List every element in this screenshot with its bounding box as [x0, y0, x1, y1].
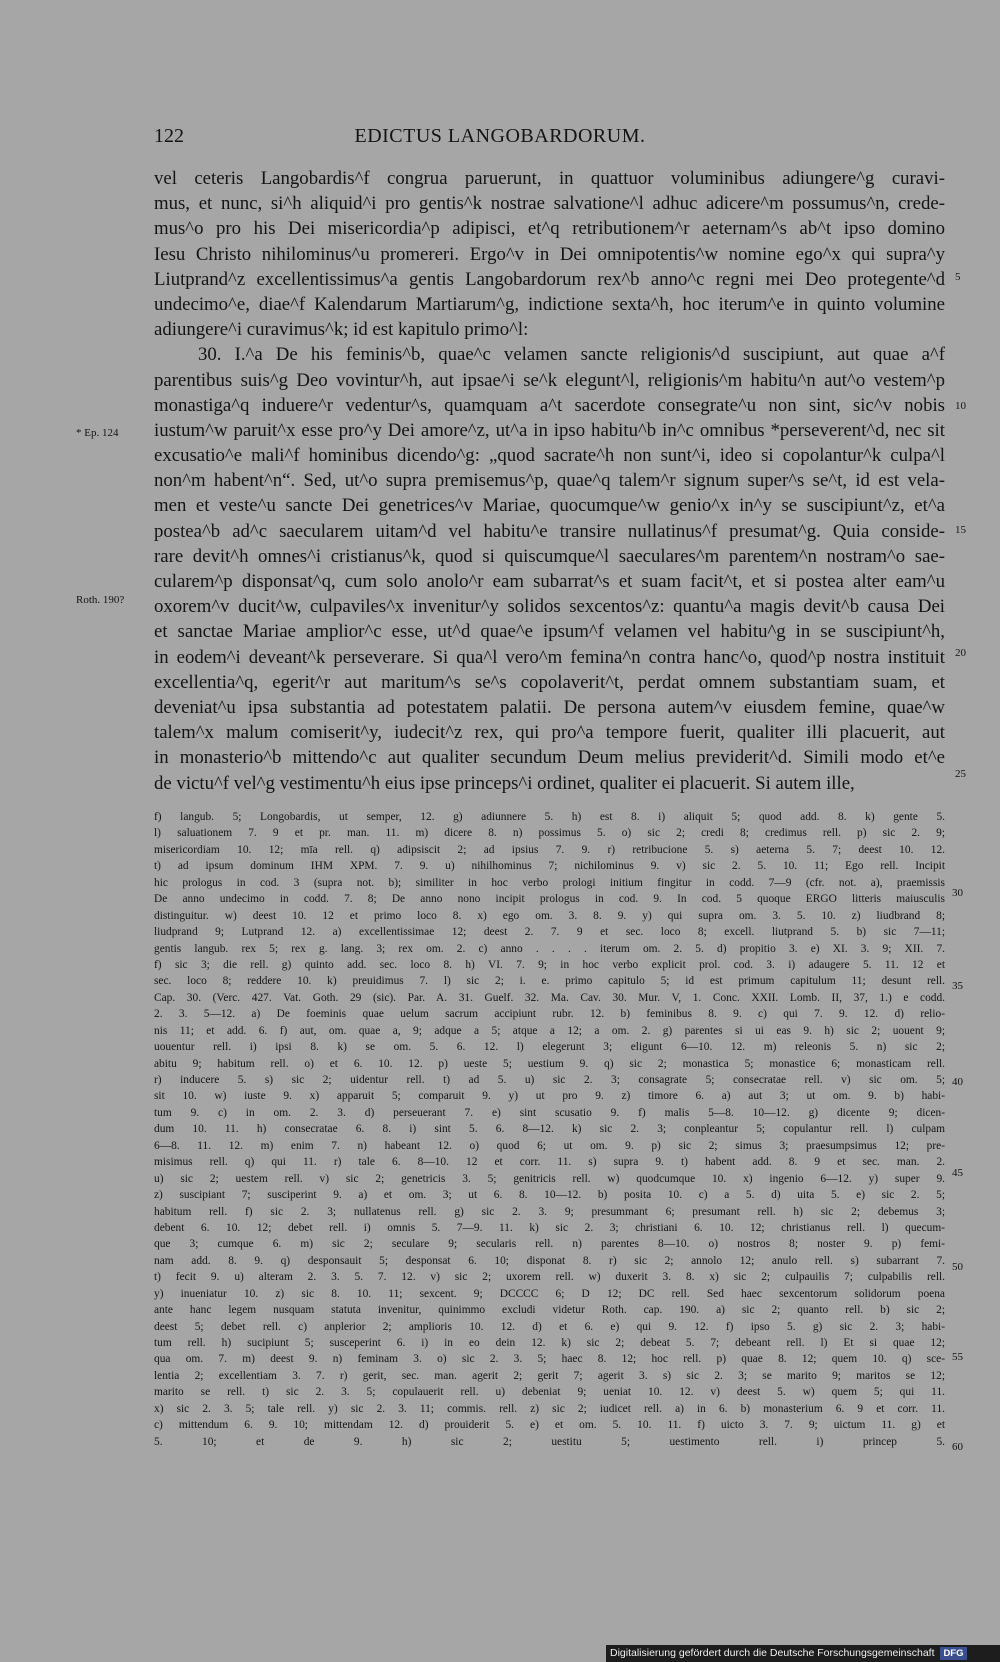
text-line: iustum^w paruit^x esse pro^y Dei amore^z, ut^a in ipso habitu^b in^c omnibus *perseverent^d, nec sit: [154, 419, 945, 441]
page-number: 122: [154, 125, 184, 147]
text-line: postea^b ad^c saecularem uitam^d vel habitu^e transire nullatinus^f presumat^g. Quia conside-: [154, 520, 945, 542]
footnote-line: tum rell. h) sucipiunt 5; susceperint 6. i) in eo dein 12. k) sic 2; debeat 5. 7; debeant rell. l) Et si quae 12;: [154, 1337, 945, 1349]
text-line: talem^x malum comiserit^y, iudecit^z rex, qui pro^a tempore fuerit, qualiter illi placuerit, aut: [154, 722, 945, 744]
line-number: 15: [955, 524, 966, 536]
text-line: vel ceteris Langobardis^f congrua paruerunt, in quattuor voluminibus adiungere^g curavi-: [154, 168, 945, 189]
chapter-heading-line: 30. I.^a De his feminis^b, quae^c velamen sancte religionis^d suscipiunt, aut quae a^f: [198, 344, 945, 366]
footnote-line: t) fecit 9. u) alteram 2. 3. 5. 7. 12. v) sic 2; uxorem rell. w) duxerit 3. 8. x) sic 2; culpauilis 7; culpabilis rell.: [154, 1271, 945, 1284]
line-number: 25: [955, 768, 966, 780]
text-line: Liutprand^z excellentissimus^a gentis Langobardorum rex^b anno^c regni mei Deo protegente^d: [154, 268, 945, 290]
text-line: excellentia^q, egerit^r aut maritum^s se^s copolaverit^t, perdat omnem substantiam suam, et: [154, 671, 945, 693]
footnotes: [154, 809, 945, 1499]
footnote-line: x) sic 2. 3. 5; tale rell. y) sic 2. 3. 11; commis. rell. z) sic 2; iudicet rell. a) in 6. b) monasterium 6. 9 et corr. 11.: [154, 1402, 945, 1415]
line-number: 10: [955, 400, 966, 412]
footer-text: Digitalisierung gefördert durch die Deutsche Forschungsgemeinschaft: [610, 1647, 935, 1659]
footnote-line: misimus rell. q) qui 11. r) tale 6. 8—10. 12 et corr. 11. s) supra 9. t) habent add. 8. 9 et sec. man. 2.: [154, 1156, 945, 1169]
footnote-line: 6—8. 11. 12. m) enim 7. n) habeant 12. o) quod 6; ut om. 9. p) sic 2; simus 3; praesumpsimus 12; pre-: [154, 1139, 945, 1152]
footnote-line: deest 5; debet rell. c) anplerior 2; amplioris 10. 12. d) et 6. e) qui 9. 12. f) ipso 5. g) sic 2. 3; habi-: [154, 1320, 945, 1333]
text-line: oxorem^v ducit^w, culpaviles^x invenitur^y solidos sexcentos^z: quantu^a magis devit^b causa Dei: [154, 596, 945, 618]
footnote-line: sit 10. w) iuste 9. x) apparuit 5; comparuit 9. y) ut pro 9. z) timore 6. a) aut 3; ut om. 9. b) habi-: [154, 1090, 945, 1103]
dfg-logo: DFG: [940, 1647, 966, 1660]
footnote-line: uouentur rell. i) ipsi 8. k) se om. 5. 6. 12. l) elegerunt 3; eligunt 6—10. 12. m) releonis 5. n) sic 2;: [154, 1041, 945, 1054]
line-number: 20: [955, 647, 966, 659]
text-line: mus, et nunc, si^h aliquid^i pro gentis^k nostrae salvatione^l adhuc adicere^m possumus^n, crede-: [154, 193, 945, 215]
footnote-line: 2. 3. 5—12. a) De foeminis quae uelum sacrum accipiunt rubr. 12. b) feminibus 8. 9. c) qui 7. 9. 12. d) relio-: [154, 1008, 945, 1021]
footnote-line: c) mittendum 6. 9. 10; mittendam 12. d) prouiderit 5. e) et om. 5. 10. 11. f) uicto 3. 7. 9; uictum 11. g) et: [154, 1419, 945, 1432]
text-line: mus^o pro his Dei misericordia^p adipisci, et^q retributionem^r aeternam^s ab^t ipso domino: [154, 218, 945, 240]
footnote-line: liudprand 9; Lutprand 12. a) excellentissimae 12; deest 2. 7. 9 et sec. loco 8; excell. liutprand 5. b) sic 7—11;: [154, 926, 945, 939]
digitization-footer: [606, 1645, 1000, 1662]
text-line: et sanctae Mariae amplior^c esse, ut^d quae^e ipsum^f velamen vel habitu^g in se suscipiunt^h,: [154, 621, 945, 643]
footnote-line: abitu 9; habitum rell. o) et 6. 10. 12. p) ueste 5; uestium 9. q) sic 2; monastica 5; monastice 6; monasticam rell.: [154, 1057, 945, 1070]
footnote-line: Cap. 30. (Verc. 427. Vat. Goth. 29 (sic). Par. A. 31. Guelf. 32. Ma. Cav. 30. Mur. V, 1. Conc. XXII. Lomb. II, 37, 1.) e codd.: [154, 991, 945, 1004]
footnote-line-number: 55: [952, 1351, 963, 1363]
footnote-line: nam add. 8. 9. q) desponsauit 5; desponsat 6. 10; disponat 8. r) sic 2; annolo 12; anulo rell. s) subarrant 7.: [154, 1254, 945, 1267]
footnote-line-number: 40: [952, 1076, 963, 1088]
text-line: Iesu Christo nihilominus^u promereri. Ergo^v in Dei omnipotentis^w nomine ego^x qui supra^y: [154, 243, 945, 265]
footnote-line: [154, 1467, 945, 1483]
text-line: deveniat^u ipsa substantia ad potestatem palatii. De persona autem^v eiusdem femine, quae^w: [154, 696, 945, 718]
line-number: 5: [955, 271, 961, 283]
text-line: in eodem^i deveant^k perseverare. Si qua^l vero^m femina^n contra hanc^o, quod^p nostra instituit: [154, 646, 945, 668]
margin-note: * Ep. 124: [76, 427, 119, 439]
footnote-line-number: 30: [952, 887, 963, 899]
footnote-line: t) ad ipsum dominum IHM XPM. 7. 9. u) nihilhominus 7; nichilominus 9. v) sic 2. 5. 10. 11; Ego rell. Incipit: [154, 860, 945, 873]
margin-note: Roth. 190?: [76, 594, 125, 606]
main-text: [154, 166, 945, 796]
text-line: non^m habent^n“. Sed, ut^o supra premisemus^p, quae^q talem^r signum super^s se^t, id est vela-: [154, 470, 945, 492]
footnote-line-number: 50: [952, 1261, 963, 1273]
footnote-line: gentis langub. rex 5; rex g. lang. 3; rex om. 2. c) anno . . . . iterum om. 2. 5. d) propitio 3. e) XI. 3. 9; XII. 7.: [154, 942, 945, 955]
footnote-line: y) inueniatur 10. z) sic 8. 10. 11; sexcent. 9; DCCCC 6; D 12; DC rell. Sed haec sexcentorum solidorum poena: [154, 1287, 945, 1300]
footnote-line-number: 45: [952, 1167, 963, 1179]
footnote-line: marito se rell. t) sic 2. 3. 5; copulauerit rell. u) debeniat 9; ueniat 10. 12. v) deest 5. w) quem 5; qui 11.: [154, 1386, 945, 1399]
footnote-line: lentia 2; excellentiam 3. 7. r) gerit, sec. man. agerit 2; gerit 7; agerit 3. s) sic 2. 3; se marito 9; maritos se 12;: [154, 1369, 945, 1382]
text-line: rare devit^h omnes^i cristianus^k, quod si quiscumque^l saeculares^m parentem^n nostram^o sae-: [154, 545, 945, 567]
footnote-line: sec. loco 8; reddere 10. k) preuidimus 7. l) sic 2; i. e. primo capitulo 5; id est primum capitulum 11; desunt rell.: [154, 975, 945, 988]
text-line: monastiga^q induere^r vedentur^s, quamquam a^t sacerdote consegrate^u non sint, sic^v nobis: [154, 394, 945, 416]
footnote-line-number: 35: [952, 980, 963, 992]
footnote-line: z) suscipiant 7; susciperint 9. a) et om. 3; ut 6. 8. 10—12. b) posita 10. c) a 5. d) uita 5. e) sic 2. 5;: [154, 1189, 945, 1202]
text-line: men et veste^u sancte Dei genetrices^v Mariae, quocumque^w genio^x in^y se suscipiunt^z, et^a: [154, 495, 945, 517]
text-line: parentibus suis^g Deo vovintur^h, aut ipsae^i se^k elegunt^l, religionis^m habitu^n aut^o vestem^p: [154, 369, 945, 391]
footnote-line: f) sic 3; die rell. g) quinto add. sec. loco 8. h) VI. 7. 9; in hoc verbo explicit prol. cod. 3. i) adaugere 5. 11. 12 et: [154, 958, 945, 971]
footnote-line: l) saluationem 7. 9 et pr. man. 11. m) dicere 8. n) possimus 5. o) sic 2; credi 8; credimus rell. p) sic 2. 9;: [154, 827, 945, 840]
footnote-line: misericordiam 10. 12; mīa rell. q) adipsiscit 2; ad ipsius 7. 9. r) retribucione 5. s) aeterna 5. 7; deest 10. 12.: [154, 843, 945, 856]
footnote-line: tum 9. c) in om. 2. 3. d) perseuerant 7. e) sint scusatio 9. f) malis 5—8. 10—12. g) dicente 9; dicen-: [154, 1106, 945, 1119]
footnote-line: r) inducere 5. s) sic 2; uidentur rell. t) ad 5. u) sic 2. 3; consagrate 5; consecratae rell. v) sic om. 5;: [154, 1074, 945, 1086]
footnote-line: dum 10. 11. h) consecratae 6. 8. i) sint 5. 6. 8—12. k) sic 2. 3; conpleantur 5; copulantur rell. l) culpam: [154, 1123, 945, 1136]
running-head: [0, 125, 1000, 155]
footnote-line-number: 60: [952, 1441, 963, 1453]
text-line: adiungere^i curavimus^k; id est kapitulo primo^l:: [154, 319, 529, 341]
footnote-line: qua om. 7. m) deest 9. n) feminam 3. o) sic 2. 3. 5; haec 8. 12; hoc rell. p) quae 8. 12; quem 10. q) sce-: [154, 1353, 945, 1366]
footnote-line: hic prologus in cod. 3 (supra not. b); similiter in hoc verbo prologi initium fingitur in codd. 7—9 (cfr. not. a), praemissis: [154, 876, 945, 889]
text-line: undecimo^e, diae^f Kalendarum Martiarum^g, indictione sexta^h, hoc iterum^e in quinto volumine: [154, 293, 945, 315]
footnote-line: debent 6. 10. 12; debet rell. i) omnis 5. 7—9. 11. k) sic 2. 3; christiani 6. 10. 12; christianus rell. l) quecum-: [154, 1221, 945, 1234]
footnote-line: [154, 1450, 945, 1466]
footnote-line: ante hanc legem nusquam statuta invenitur, quinimmo excludi videtur Roth. cap. 190. a) sic 2; quanto rell. b) sic 2;: [154, 1304, 945, 1317]
footnote-line: [154, 1483, 945, 1499]
text-line: in monasterio^b mittendo^c aut qualiter secundum Deum melius previderit^d. Simili modo et^e: [154, 747, 945, 769]
running-title: EDICTUS LANGOBARDORUM.: [354, 125, 646, 147]
text-line: excusatio^e mali^f hominibus dicendo^g: „quod sacrate^h non sunt^i, ideo si copolantur^k culpa^l: [154, 445, 945, 467]
footnote-line: 5. 10; et de 9. h) sic 2; uestitu 5; uestimento rell. i) princep 5.: [154, 1435, 945, 1448]
footnote-line: De anno undecimo in codd. 7. 8; De anno nono incipit prologus in cod. 9. In cod. 5 quoque ERGO litteris maiusculis: [154, 893, 945, 906]
text-line: de victu^f vel^g vestimentu^h eius ipse princeps^i ordinet, qualiter ei placuerit. Si autem ille,: [154, 772, 855, 794]
footnote-line: que 3; cumque 6. m) sic 2; seculare 9; secularis rell. n) parentes 8—10. o) nostros 8; noster 9. p) femi-: [154, 1238, 945, 1251]
footnote-line: f) langub. 5; Longobardis, ut semper, 12. g) adiunnere 5. h) est 8. i) aliquit 5; quod add. 8. k) gente 5.: [154, 811, 945, 823]
footnote-line: u) sic 2; uestem rell. v) sic 2; genetricis 3. 5; genitricis rell. w) quodcumque 10. x) ingenio 6—12. y) super 9.: [154, 1172, 945, 1185]
footnote-line: distinguitur. w) deest 10. 12 et primo loco 8. x) ego om. 3. 8. 9. y) qui supra om. 3. 5. 10. z) liudbrand 8;: [154, 909, 945, 922]
text-line: cularem^p disponsat^q, cum solo anolo^r eam subarrat^s et suam facit^t, et si postea alter eam^u: [154, 571, 945, 592]
footnote-line: nis 11; et add. 6. f) aut, om. quae a, 9; adque a 5; atque a 12; a om. 2. g) parentes si ui eas 9. h) sic 2; uouent 9;: [154, 1024, 945, 1037]
footnote-line: habitum rell. f) sic 2. 3; nullatenus rell. g) sic 2. 3. 9; presummant 6; presumant rell. h) sic 2; debemus 3;: [154, 1205, 945, 1218]
